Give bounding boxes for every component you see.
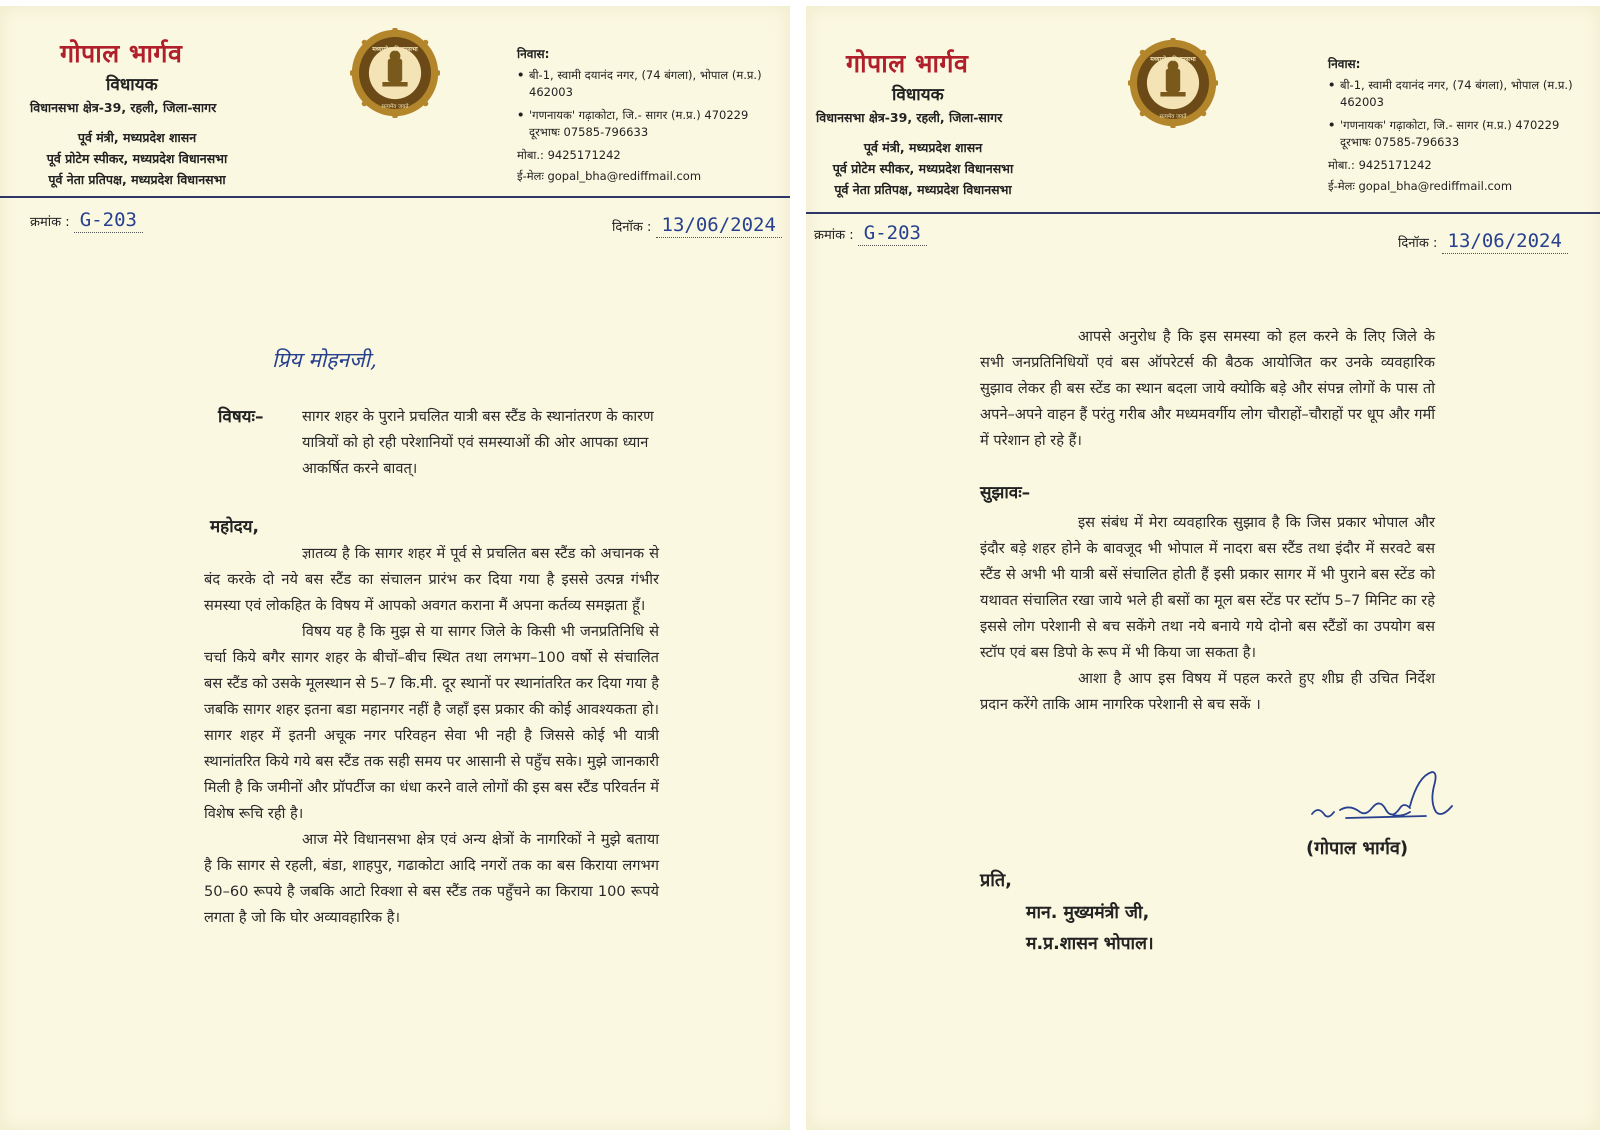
paragraph: विषय यह है कि मुझ से या सागर जिले के किसी भी जनप्रतिनिधि से चर्चा किये बगैर सागर शहर के बीचों–बीच स्थित तथा लगभग–100 वर्षो से संचालित बस स्टैंड को उसके मूलस्थान से 5–7 कि.मी. दूर स्थानों पर स्थानांतरित कर दिया गया है जबकि सागर शहर इतना बडा महानगर नहीं है जहॉं इस प्रकार की कोई आवश्यकता हो। सागर शहर में इतनी अचूक नगर परिवहन सेवा भी नही है जिससे कोई भी यात्री स्थानांतरित किये गये बस स्टैंड तक सही समय पर आसानी से पहुँच सके। मुझे जानकारी मिली है कि जमीनों और प्रॉपर्टीज का धंधा करने वाले लोगों की इस बस स्टैंड परिवर्तन में विशेष रूचि रही है। <box>204 623 659 822</box>
header-rule <box>0 196 790 198</box>
letter-date <box>1398 230 1568 252</box>
letter-date <box>612 214 782 236</box>
reference-label: क्रमांक : <box>30 215 70 230</box>
seal-bottom-text: सत्यमेव जयते <box>1159 114 1187 120</box>
recipient-line: म.प्र.शासन भोपाल। <box>1026 934 1154 954</box>
residence-label: निवास: <box>1328 57 1361 71</box>
address-mahoday: महोदय, <box>210 517 259 537</box>
date-label: दिनॉक : <box>612 220 652 235</box>
letterhead-constituency: विधानसभा क्षेत्र-39, रहली, जिला-सागर <box>816 110 1003 125</box>
past-role: पूर्व मंत्री, मध्यप्रदेश शासन <box>863 140 983 155</box>
letterhead-past-roles <box>32 127 242 190</box>
email-address: ई-मेलः gopal_bha@rediffmail.com <box>1328 179 1513 193</box>
letterhead-constituency: विधानसभा क्षेत्र-39, रहली, जिला-सागर <box>30 100 217 115</box>
mobile-number: मोबा.: 9425171242 <box>517 148 621 162</box>
paragraph: आपसे अनुरोध है कि इस समस्या को हल करने के लिए जिले के सभी जनप्रतिनिधियों एवं बस ऑपरेटर्स की बैठक आयोजित कर उनके व्यवहारिक सुझाव लेकर ही बस स्टेंड का स्थान बदला जाये क्योकि बड़े और संपन्न लोगों के पास तो अपने–अपने वाहन हैं परंतु गरीब और मध्यमवर्गीय लोग चौराहों–चौराहों पर धूप और गर्मी में परेशान हो रहे हैं। <box>980 328 1435 449</box>
reference-number <box>814 222 927 244</box>
past-role: पूर्व मंत्री, मध्यप्रदेश शासन <box>77 130 197 145</box>
letterhead-past-roles <box>818 137 1028 200</box>
paragraph: आज मेरे विधानसभा क्षेत्र एवं अन्य क्षेत्रों के नागरिकों ने मुझे बताया है कि सागर से रहली, बंडा, शाहपुर, गढाकोटा आदि नगरों तक का बस किराया लगभग 50–60 रूपये है जबकि आटो रिक्शा से बस स्टैंड तक पहुँचने का किराया 100 रूपये लगता है जो कि घोर अव्यावहारिक है। <box>204 831 659 926</box>
address-bhopal <box>517 67 777 101</box>
letterhead-name: गोपाल भार्गव <box>60 39 183 68</box>
phone-number: दूरभाषः 07585-796633 <box>529 125 649 139</box>
phone-number: दूरभाषः 07585-796633 <box>1340 135 1460 149</box>
seal-top-text: मध्यप्रदेश विधानसभा <box>1150 56 1196 63</box>
salutation-handwritten: प्रिय मोहनजी, <box>272 348 377 372</box>
address-bhopal-text: बी-1, स्वामी दयानंद नगर, (74 बंगला), भोपाल (म.प्र.) 462003 <box>529 68 762 99</box>
address-garhakota <box>1328 117 1596 151</box>
address-bhopal <box>1328 77 1596 111</box>
recipient-address <box>1026 898 1154 960</box>
signature-icon <box>1306 766 1466 836</box>
bullet: • <box>1328 118 1336 132</box>
past-role: पूर्व नेता प्रतिपक्ष, मध्यप्रदेश विधानसभा <box>834 182 1012 197</box>
letterhead-address-block <box>517 46 777 185</box>
letter-body-page-2-request <box>980 324 1435 454</box>
signatory-name: (गोपाल भार्गव) <box>1306 838 1409 859</box>
letter-page-2 <box>806 6 1600 1130</box>
paragraph: इस संबंध में मेरा व्यवहारिक सुझाव है कि जिस प्रकार भोपाल और इंदौर बड़े शहर होने के बावजूद भी भोपाल में नादरा बस स्टैंड तथा इंदौर में सरवटे बस स्टैंड से अभी भी यात्री बसें संचालित होती हैं इसी प्रकार सागर में भी पुराने बस स्टेंड को यथावत संचालित रखा जाये भले ही बसों का मूल बस स्टेंड पर स्टॉप 5–7 मिनिट का रहे इससे लोग परेशानी से बच सकेंगे तथा नये बनाये गये दोनो बस स्टैंडों का उपयोग बस स्टॉप एवं बस डिपो के रूप में भी किया जा सकता है। <box>980 514 1435 661</box>
mobile-number: मोबा.: 9425171242 <box>1328 158 1432 172</box>
subject-text: सागर शहर के पुराने प्रचलित यात्री बस स्टैंड के स्थानांतरण के कारण यात्रियों को हो रही परेशानियों एवं समस्याओं की ओर आपका ध्यान आकर्षित करने बावत्। <box>302 408 654 477</box>
letter-body-page-1 <box>204 541 659 931</box>
recipient-label: प्रति, <box>980 870 1013 891</box>
letter-body-page-2-suggestion <box>980 510 1435 718</box>
letterhead-name: गोपाल भार्गव <box>846 49 969 78</box>
letter-page-1 <box>0 6 790 1130</box>
date-value: 13/06/2024 <box>1442 230 1568 254</box>
address-garhakota <box>517 107 777 141</box>
paragraph: ज्ञातव्य है कि सागर शहर में पूर्व से प्रचलित बस स्टैंड को अचानक से बंद करके दो नये बस स्टैंड का संचालन प्रारंभ कर दिया गया है इससे उत्पन्न गंभीर समस्या एवं लोकहित के विषय में आपको अवगत कराना मैं अपना कर्तव्य समझता हूँ। <box>204 545 659 614</box>
bullet: • <box>517 108 525 122</box>
address-garhakota-text: 'गणनायक' गढ़ाकोटा, जि.- सागर (म.प्र.) 470229 <box>1340 118 1560 132</box>
past-role: पूर्व प्रोटेम स्पीकर, मध्यप्रदेश विधानसभा <box>46 151 228 166</box>
bullet: • <box>1328 78 1336 92</box>
address-garhakota-text: 'गणनायक' गढ़ाकोटा, जि.- सागर (म.प्र.) 470229 <box>529 108 749 122</box>
past-role: पूर्व प्रोटेम स्पीकर, मध्यप्रदेश विधानसभा <box>832 161 1014 176</box>
paragraph: आशा है आप इस विषय में पहल करते हुए शीघ्र ही उचित निर्देश प्रदान करेंगे ताकि आम नागरिक परेशानी से बच सकें । <box>980 670 1435 713</box>
past-role: पूर्व नेता प्रतिपक्ष, मध्यप्रदेश विधानसभा <box>48 172 226 187</box>
suggestion-heading: सुझावः– <box>980 483 1031 503</box>
letterhead-designation: विधायक <box>106 75 158 95</box>
reference-label: क्रमांक : <box>814 228 854 243</box>
address-bhopal-text: बी-1, स्वामी दयानंद नगर, (74 बंगला), भोपाल (म.प्र.) 462003 <box>1340 78 1573 109</box>
reference-value: G-203 <box>74 209 143 233</box>
bullet: • <box>517 68 525 82</box>
letterhead-address-block <box>1328 56 1596 195</box>
date-label: दिनॉक : <box>1398 236 1438 251</box>
reference-value: G-203 <box>858 222 927 246</box>
email-address: ई-मेलः gopal_bha@rediffmail.com <box>517 169 702 183</box>
reference-number <box>30 209 143 231</box>
letterhead-designation: विधायक <box>892 85 944 105</box>
seal-bottom-text: सत्यमेव जयते <box>381 104 409 110</box>
residence-label: निवास: <box>517 47 550 61</box>
subject-label: विषयः– <box>218 407 264 427</box>
seal-top-text: मध्यप्रदेश विधानसभा <box>372 46 418 53</box>
header-rule <box>806 212 1600 214</box>
date-value: 13/06/2024 <box>656 214 782 238</box>
recipient-line: मान. मुख्यमंत्री जी, <box>1026 903 1150 923</box>
